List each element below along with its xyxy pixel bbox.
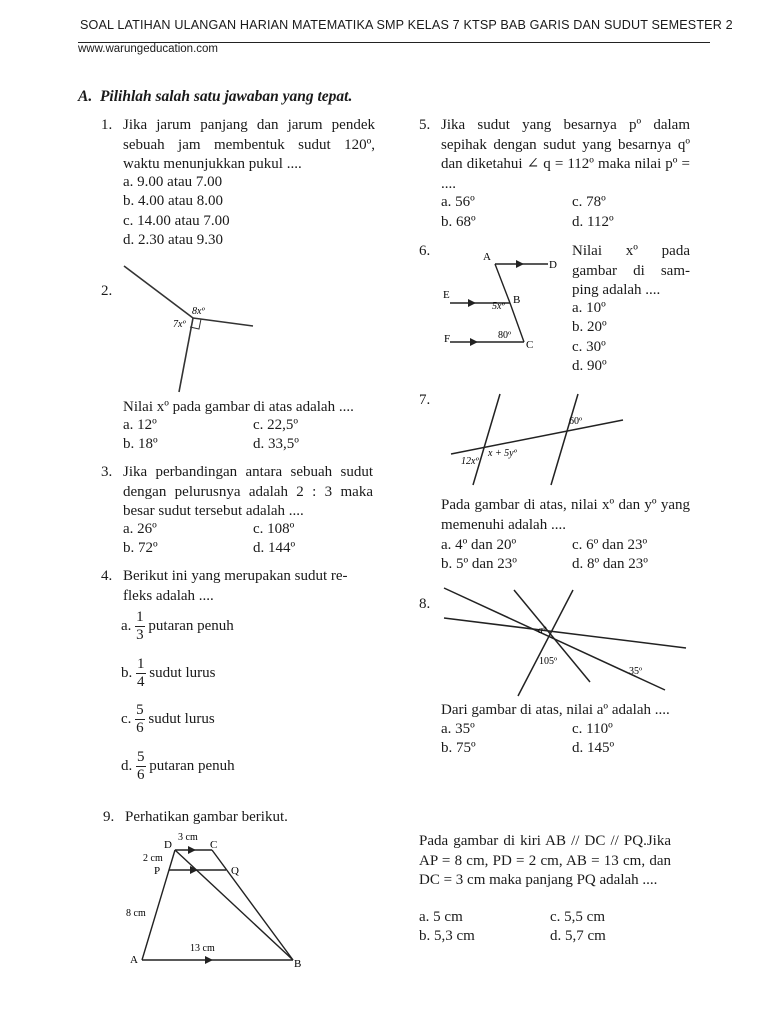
q2-option-a: a. 12º [123, 417, 157, 433]
fraction-numerator: 1 [137, 656, 145, 672]
fraction-denominator: 4 [137, 674, 145, 690]
q6-option-b: b. 20º [572, 319, 607, 335]
q8-option-c: c. 110º [572, 721, 613, 737]
q6-label-5x: 5xº [492, 301, 505, 312]
q8-option-a: a. 35º [441, 721, 475, 737]
q5-option-a: a. 56º [441, 194, 475, 210]
q7-option-b: b. 5º dan 23º [441, 556, 517, 572]
question-9-text: Perhatikan gambar berikut. [125, 809, 288, 825]
q6-line-ab [495, 264, 510, 303]
fraction-numerator: 1 [136, 609, 144, 625]
q9-label-b: B [294, 958, 302, 970]
q6-label-a: A [483, 251, 491, 263]
question-8-number: 8. [419, 596, 431, 612]
q6-label-c: C [526, 339, 534, 351]
q9-label-d: D [164, 839, 172, 851]
question-2-text: Nilai xº pada gambar di atas adalah .... [123, 399, 354, 415]
q2-option-d: d. 33,5º [253, 436, 299, 452]
q4-option-a-label: a. [121, 618, 132, 634]
q6-arrow-eb [468, 299, 476, 307]
q6-arrow-fc [470, 338, 478, 346]
q7-label-60: 60º [569, 416, 583, 427]
header-title: SOAL LATIHAN ULANGAN HARIAN MATEMATIKA SMP KELAS 7 KTSP BAB GARIS DAN SUDUT SEMESTER 2 [80, 18, 733, 32]
question-4-number: 4. [101, 568, 113, 584]
q4-option-b-fraction [136, 656, 146, 691]
q4-option-a-fraction [135, 609, 145, 644]
question-1-text: Jika jarum panjang dan jarum pendek sebuah jam membentuk sudut 120º, waktu menunjukkan pukul .... [123, 117, 375, 172]
q7-transversal [451, 420, 623, 454]
q6-figure [440, 246, 568, 356]
question-5-text: Jika sudut yang besarnya pº dalam sepihak dengan sudut yang besarnya qº dan diketahui ∠ q = 112º maka nilai pº = .... [441, 117, 690, 192]
q7-option-d: d. 8º dan 23º [572, 556, 648, 572]
q6-option-c: c. 30º [572, 339, 606, 355]
q8-option-d: d. 145º [572, 740, 615, 756]
question-2-number: 2. [101, 283, 113, 299]
question-8-text: Dari gambar di atas, nilai aº adalah .... [441, 702, 670, 718]
q4-option-d-text: putaran penuh [149, 758, 235, 774]
q5-option-c: c. 78º [572, 194, 606, 210]
question-9-text-2: Pada gambar di kiri AB // DC // PQ.Jika AP = 8 cm, PD = 2 cm, AB = 13 cm, dan DC = 3 cm maka panjang PQ adalah .... [419, 833, 671, 888]
question-4-text: Berikut ini yang merupakan sudut re-fleks adalah .... [123, 568, 348, 604]
q3-option-b: b. 72º [123, 540, 158, 556]
q6-label-b: B [513, 294, 521, 306]
q1-option-a: a. 9.00 atau 7.00 [123, 174, 223, 190]
q9-label-8cm: 8 cm [126, 908, 146, 919]
q4-option-d [121, 749, 235, 784]
q2-option-b: b. 18º [123, 436, 158, 452]
q7-figure [448, 392, 628, 488]
q2-ray-right [193, 318, 253, 326]
q7-label-x5y: x + 5yº [488, 448, 517, 459]
q3-option-c: c. 108º [253, 521, 295, 537]
q4-option-b [121, 656, 216, 691]
q9-label-c: C [210, 839, 218, 851]
q3-option-a: a. 26º [123, 521, 157, 537]
q9-figure [120, 830, 310, 970]
q6-line-bc [510, 303, 524, 342]
q9-label-13cm: 13 cm [190, 943, 215, 954]
question-5-number: 5. [419, 117, 431, 133]
section-instruction: Pilihlah salah satu jawaban yang tepat. [99, 88, 353, 105]
q8-label-a: aº [538, 625, 547, 636]
q4-option-c-label: c. [121, 711, 132, 727]
q6-label-e: E [443, 289, 450, 301]
q6-option-a: a. 10º [572, 300, 606, 316]
question-9-number: 9. [103, 809, 115, 825]
fraction-numerator: 5 [136, 702, 144, 718]
q9-label-3cm: 3 cm [178, 832, 198, 843]
q2-figure [110, 260, 260, 395]
question-7-text: Pada gambar di atas, nilai xº dan yº yang memenuhi adalah .... [441, 497, 690, 533]
question-3-text: Jika perbandingan antara sebuah sudut dengan pelurusnya adalah 2 : 3 maka besar sudut tersebut adalah .... [123, 464, 373, 519]
q1-option-b: b. 4.00 atau 8.00 [123, 193, 223, 209]
fraction-numerator: 5 [137, 749, 145, 765]
q9-arrow-ab [205, 956, 213, 964]
q3-option-d: d. 144º [253, 540, 296, 556]
q4-option-b-label: b. [121, 665, 133, 681]
q7-line-left [473, 394, 500, 485]
q7-line-right [551, 394, 578, 485]
q6-label-80: 80º [498, 330, 512, 341]
q6-arrow-ad [516, 260, 524, 268]
q9-label-p: P [154, 865, 161, 877]
q9-label-q: Q [231, 865, 239, 877]
q9-label-a: A [130, 954, 138, 966]
q2-ray-left [124, 266, 193, 318]
fraction-denominator: 3 [136, 627, 144, 643]
q5-option-d: d. 112º [572, 214, 614, 230]
fraction-denominator: 6 [136, 720, 144, 736]
q4-option-a-text: putaran penuh [148, 618, 234, 634]
q9-option-d: d. 5,7 cm [550, 928, 606, 944]
fraction-denominator: 6 [137, 767, 145, 783]
q6-label-d: D [549, 259, 557, 271]
q6-label-f: F [444, 333, 451, 345]
q7-option-c: c. 6º dan 23º [572, 537, 648, 553]
question-3-number: 3. [101, 464, 113, 480]
q2-option-c: c. 22,5º [253, 417, 299, 433]
q9-option-a: a. 5 cm [419, 909, 463, 925]
q8-label-35: 35º [629, 666, 643, 677]
question-6-text: Nilai xº pada gambar di sam-ping adalah .... [572, 243, 690, 298]
q9-arrow-dc [188, 846, 196, 854]
question-6-number: 6. [419, 243, 431, 259]
q8-label-105: 105º [539, 656, 558, 667]
q9-label-2cm: 2 cm [143, 853, 163, 864]
q9-line-cb [212, 850, 293, 960]
q8-figure [440, 582, 690, 700]
q9-option-b: b. 5,3 cm [419, 928, 475, 944]
q8-option-b: b. 75º [441, 740, 476, 756]
q4-option-d-label: d. [121, 758, 133, 774]
q4-option-b-text: sudut lurus [149, 665, 216, 681]
q1-option-c: c. 14.00 atau 7.00 [123, 213, 230, 229]
q7-label-12x: 12xº [461, 456, 479, 467]
q7-option-a: a. 4º dan 20º [441, 537, 517, 553]
header-url: www.warungeducation.com [78, 43, 218, 55]
question-7-number: 7. [419, 392, 431, 408]
q8-line-3 [514, 590, 590, 682]
q5-option-b: b. 68º [441, 214, 476, 230]
q4-option-d-fraction [136, 749, 146, 784]
q9-option-c: c. 5,5 cm [550, 909, 605, 925]
q1-option-d: d. 2.30 atau 9.30 [123, 232, 223, 248]
section-heading [78, 88, 352, 106]
section-label: A. [78, 88, 93, 105]
q4-option-c [121, 702, 215, 737]
q4-option-c-fraction [135, 702, 145, 737]
q6-option-d: d. 90º [572, 358, 607, 374]
q2-label-8x: 8xº [192, 306, 205, 317]
question-1-number: 1. [101, 117, 113, 133]
q4-option-c-text: sudut lurus [148, 711, 215, 727]
q4-option-a [121, 609, 234, 644]
q2-label-7x: 7xº [173, 319, 186, 330]
